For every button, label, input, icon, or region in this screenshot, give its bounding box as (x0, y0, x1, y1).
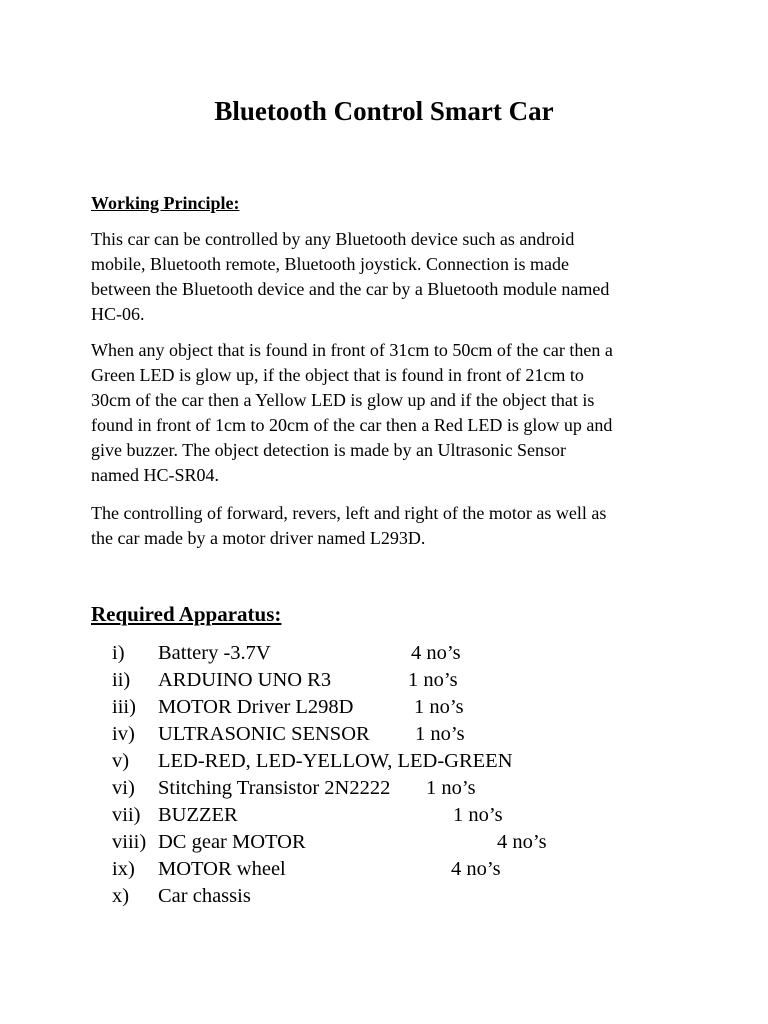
required-apparatus-heading: Required Apparatus: (91, 602, 282, 626)
item-quantity: 1 no’s (415, 723, 465, 745)
item-name: BUZZER (158, 804, 238, 826)
paragraph-motor-driver (91, 501, 691, 551)
apparatus-item (0, 883, 768, 910)
item-number: iv) (112, 723, 135, 745)
text-line: between the Bluetooth device and the car by a Bluetooth module named (91, 279, 610, 299)
apparatus-item (0, 640, 768, 667)
item-number: v) (112, 750, 130, 772)
apparatus-item (0, 802, 768, 829)
apparatus-item (0, 775, 768, 802)
item-quantity: 4 no’s (497, 831, 547, 853)
item-quantity: 4 no’s (411, 642, 461, 664)
text-line: This car can be controlled by any Bluetooth device such as android (91, 229, 575, 249)
item-quantity: 4 no’s (451, 858, 501, 880)
item-number: ii) (112, 669, 131, 691)
item-number: viii) (112, 831, 147, 853)
apparatus-item (0, 694, 768, 721)
document-title: Bluetooth Control Smart Car (214, 96, 554, 126)
apparatus-item (0, 667, 768, 694)
item-name: LED-RED, LED-YELLOW, LED-GREEN (158, 750, 513, 772)
apparatus-item (0, 856, 768, 883)
text-line: The controlling of forward, revers, left and right of the motor as well as (91, 503, 607, 523)
text-line: found in front of 1cm to 20cm of the car then a Red LED is glow up and (91, 415, 613, 435)
item-quantity: 1 no’s (453, 804, 503, 826)
item-number: i) (112, 642, 125, 664)
item-name: DC gear MOTOR (158, 831, 306, 853)
item-quantity: 1 no’s (408, 669, 458, 691)
text-line: 30cm of the car then a Yellow LED is glow up and if the object that is (91, 390, 595, 410)
working-principle-heading: Working Principle: (91, 193, 240, 213)
item-name: Car chassis (158, 885, 251, 907)
item-name: Battery -3.7V (158, 642, 271, 664)
item-number: iii) (112, 696, 136, 718)
item-number: vi) (112, 777, 135, 799)
item-number: vii) (112, 804, 141, 826)
apparatus-item (0, 748, 768, 775)
apparatus-item (0, 829, 768, 856)
item-name: MOTOR wheel (158, 858, 286, 880)
apparatus-item (0, 721, 768, 748)
text-line: Green LED is glow up, if the object that is found in front of 21cm to (91, 365, 584, 385)
item-quantity: 1 no’s (414, 696, 464, 718)
item-name: ARDUINO UNO R3 (158, 669, 332, 691)
text-line: mobile, Bluetooth remote, Bluetooth joystick. Connection is made (91, 254, 569, 274)
item-name: Stitching Transistor 2N2222 (158, 777, 391, 799)
text-line: HC-06. (91, 304, 145, 324)
text-line: give buzzer. The object detection is made by an Ultrasonic Sensor (91, 440, 567, 460)
text-line: the car made by a motor driver named L293D. (91, 528, 426, 548)
item-name: ULTRASONIC SENSOR (158, 723, 370, 745)
item-name: MOTOR Driver L298D (158, 696, 354, 718)
item-number: ix) (112, 858, 135, 880)
text-line: named HC-SR04. (91, 465, 219, 485)
text-line: When any object that is found in front of 31cm to 50cm of the car then a (91, 340, 613, 360)
item-quantity: 1 no’s (426, 777, 476, 799)
paragraph-object-detection (91, 338, 691, 488)
item-number: x) (112, 885, 130, 907)
paragraph-bluetooth-control (91, 227, 691, 327)
